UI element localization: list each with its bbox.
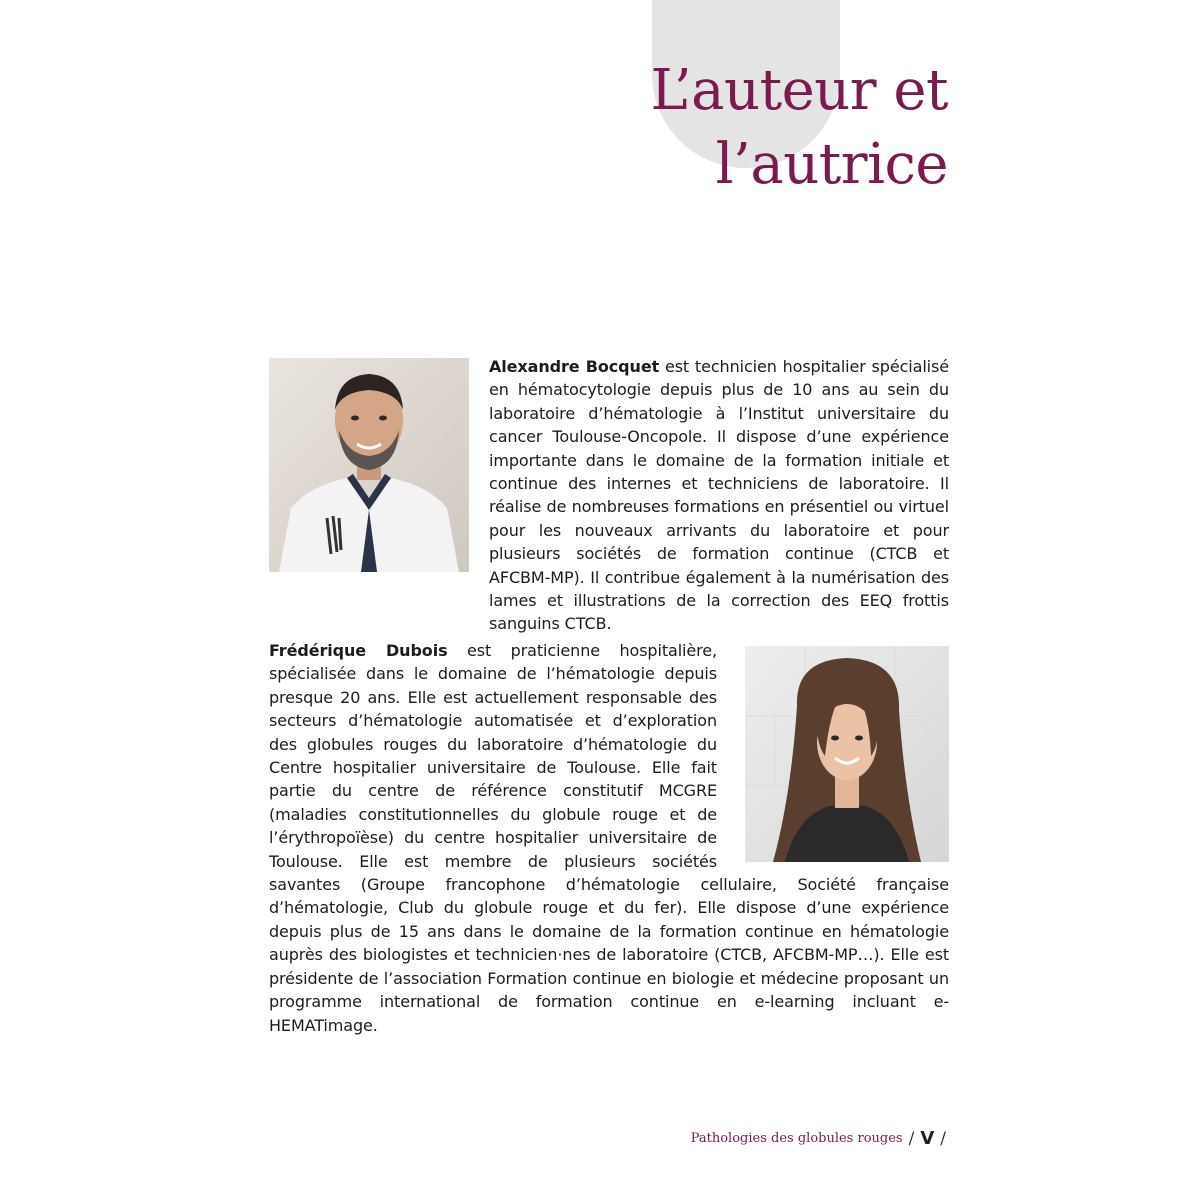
author-name-2: Frédérique Dubois bbox=[269, 641, 448, 660]
photo-float-space bbox=[717, 639, 949, 871]
page-number: V bbox=[920, 1128, 935, 1149]
author-bio-1 bbox=[489, 355, 949, 636]
footer-book-title: Pathologies des globules rouges bbox=[690, 1131, 903, 1146]
author-bio-text-1: est technicien hospitalier spécialisé en hématocytologie depuis plus de 10 ans au sein du laboratoire d’hématologie à l’Institut universitaire du cancer Toulouse-Oncopole. Il dispose d’une expérience importante dans le domaine de la formation initiale et continue des internes et techniciens de laboratoire. Il réalise de nombreuses formations en présentiel ou virtuel pour les nouveaux arrivants du laboratoire et pour plusieurs sociétés de formation continue (CTCB et AFCBM-MP). Il contribue également à la numérisation des lames et illustrations de la correction des EEQ frottis sanguins CTCB. bbox=[489, 357, 949, 634]
author-name-1: Alexandre Bocquet bbox=[489, 357, 660, 376]
author-photo-alexandre-bocquet bbox=[269, 358, 469, 572]
footer-separator-right: / bbox=[940, 1128, 946, 1149]
page-footer bbox=[691, 1128, 946, 1149]
page-title: L’auteur et l’autrice bbox=[650, 58, 948, 197]
author-bio-text-2: est praticienne hospitalière, spécialisée dans le domaine de l’hématologie depuis presque 20 ans. Elle est actuellement responsable des secteurs d’hématologie automatisée et d’exploration des globules rouges du laboratoire d’hématologie du Centre hospitalier universitaire de Toulouse. Elle fait partie du centre de référence constitutif MCGRE (maladies constitutionnelles du globule rouge et de l’érythropoïèse) du centre hospitalier universitaire de Toulouse. Elle est membre de plusieurs sociétés savantes (Groupe francophone d’hématologie cellulaire, Société française d’hématologie, Club du globule rouge et du fer). Elle dispose d’une expérience depuis plus de 15 ans dans le domaine de la formation continue en hématologie auprès des biologistes et technicien·nes de laboratoire (CTCB, AFCBM-MP…). Elle est présidente de l’association Formation continue en biologie et médecine proposant un programme international de formation continue en e-learning incluant e-HEMATimage. bbox=[269, 641, 949, 1035]
footer-separator-left: / bbox=[908, 1128, 915, 1149]
author-bio-2 bbox=[269, 639, 949, 1037]
